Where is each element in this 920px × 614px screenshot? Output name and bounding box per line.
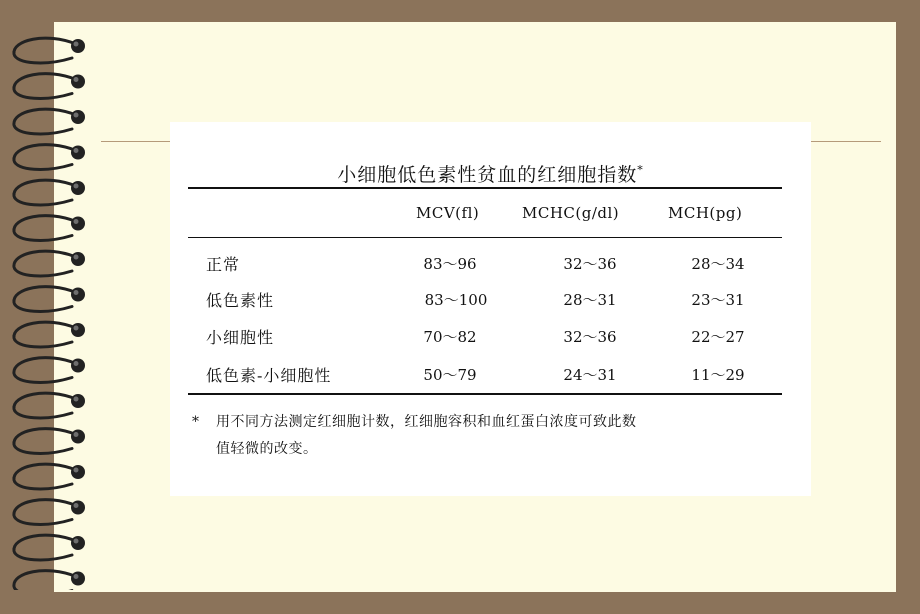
row-label-normal: 正常 [206, 255, 241, 274]
title-footnote-mark: * [637, 163, 644, 177]
spiral-ring [14, 393, 85, 418]
column-header-mcv: MCV(fl) [416, 204, 480, 222]
column-header-mchc: MCHC(g/dl) [522, 204, 620, 222]
spiral-ring [14, 571, 85, 590]
table-header-rule [188, 237, 782, 238]
column-header-mch: MCH(pg) [668, 204, 743, 222]
spiral-ring [14, 74, 85, 99]
spiral-ring [14, 180, 85, 205]
table-title-text: 小细胞低色素性贫血的红细胞指数 [337, 164, 638, 186]
spiral-ring [14, 287, 85, 312]
cell-mchc: 24～31 [563, 366, 617, 384]
row-label-microcytic: 小细胞性 [206, 328, 275, 347]
footnote-line-1: 用不同方法测定红细胞计数，红细胞容积和血红蛋白浓度可致此数 [216, 414, 637, 430]
cell-mch: 22～27 [691, 328, 745, 346]
footnote-mark: * [192, 414, 200, 430]
cell-mcv: 70～82 [423, 328, 477, 346]
spiral-ring [14, 464, 85, 489]
table-footnote [192, 409, 792, 463]
cell-mcv: 83～100 [424, 291, 488, 309]
decorative-rule-right [811, 141, 881, 142]
table-bottom-rule [188, 393, 782, 395]
spiral-binding [6, 30, 96, 590]
decorative-rule-left [101, 141, 171, 142]
spiral-ring [14, 358, 85, 383]
spiral-ring [14, 322, 85, 347]
table-image [170, 122, 811, 496]
cell-mch: 11～29 [691, 366, 745, 384]
spiral-ring [14, 216, 85, 241]
table-title [170, 160, 811, 187]
row-label-hypochromic-microcytic: 低色素-小细胞性 [206, 366, 332, 385]
cell-mch: 28～34 [691, 255, 745, 273]
cell-mchc: 28～31 [563, 291, 617, 309]
cell-mchc: 32～36 [563, 328, 617, 346]
spiral-ring [14, 500, 85, 525]
spiral-ring [14, 38, 85, 63]
row-label-hypochromic: 低色素性 [206, 291, 275, 310]
cell-mchc: 32～36 [563, 255, 617, 273]
spiral-ring [14, 145, 85, 170]
footnote-line-2: 值轻微的改变。 [216, 441, 318, 457]
spiral-ring [14, 251, 85, 276]
spiral-ring [14, 109, 85, 134]
cell-mcv: 83～96 [423, 255, 477, 273]
cell-mcv: 50～79 [423, 366, 477, 384]
spiral-ring [14, 429, 85, 454]
table-top-rule [188, 187, 782, 189]
spiral-ring [14, 535, 85, 560]
cell-mch: 23～31 [691, 291, 745, 309]
